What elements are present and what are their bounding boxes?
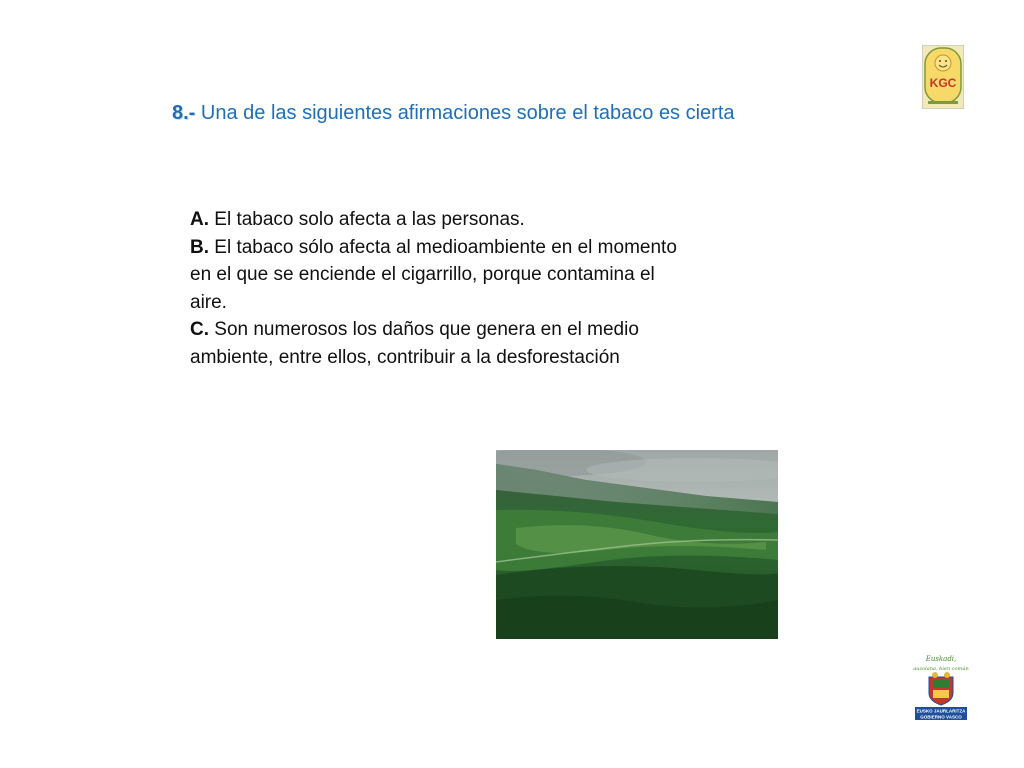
option-b-text: El tabaco sólo afecta al medioambiente en el momento en el que se enciende el cigarrillo, porque contamina el aire. bbox=[190, 236, 677, 313]
question-text: Una de las siguientes afirmaciones sobre el tabaco es cierta bbox=[195, 102, 735, 124]
kgc-logo-text: KGC bbox=[929, 76, 957, 90]
forest-landscape-photo bbox=[496, 450, 778, 639]
option-a bbox=[190, 206, 690, 234]
option-c-letter: C. bbox=[190, 319, 209, 340]
gobierno-vasco-logo bbox=[905, 653, 977, 721]
option-b-letter: B. bbox=[190, 236, 209, 258]
question-title bbox=[172, 102, 735, 125]
logo-tagline-1: Euskadi, bbox=[925, 655, 957, 663]
option-a-text: El tabaco solo afecta a las personas. bbox=[209, 209, 525, 230]
logo-eusko-jaurlaritza: EUSKO JAURLARITZA bbox=[916, 708, 966, 714]
answer-options bbox=[190, 206, 690, 371]
option-c bbox=[190, 316, 690, 371]
logo-gobierno-vasco: GOBIERNO VASCO bbox=[920, 714, 962, 720]
kgc-logo bbox=[922, 45, 964, 109]
option-b bbox=[190, 234, 690, 317]
logo-tagline-2: auzolana, bien común bbox=[913, 666, 969, 672]
option-c-text: Son numerosos los daños que genera en el medio ambiente, entre ellos, contribuir a la desforestación bbox=[190, 319, 639, 368]
option-a-letter: A. bbox=[190, 209, 209, 230]
question-number: 8.- bbox=[172, 102, 196, 124]
